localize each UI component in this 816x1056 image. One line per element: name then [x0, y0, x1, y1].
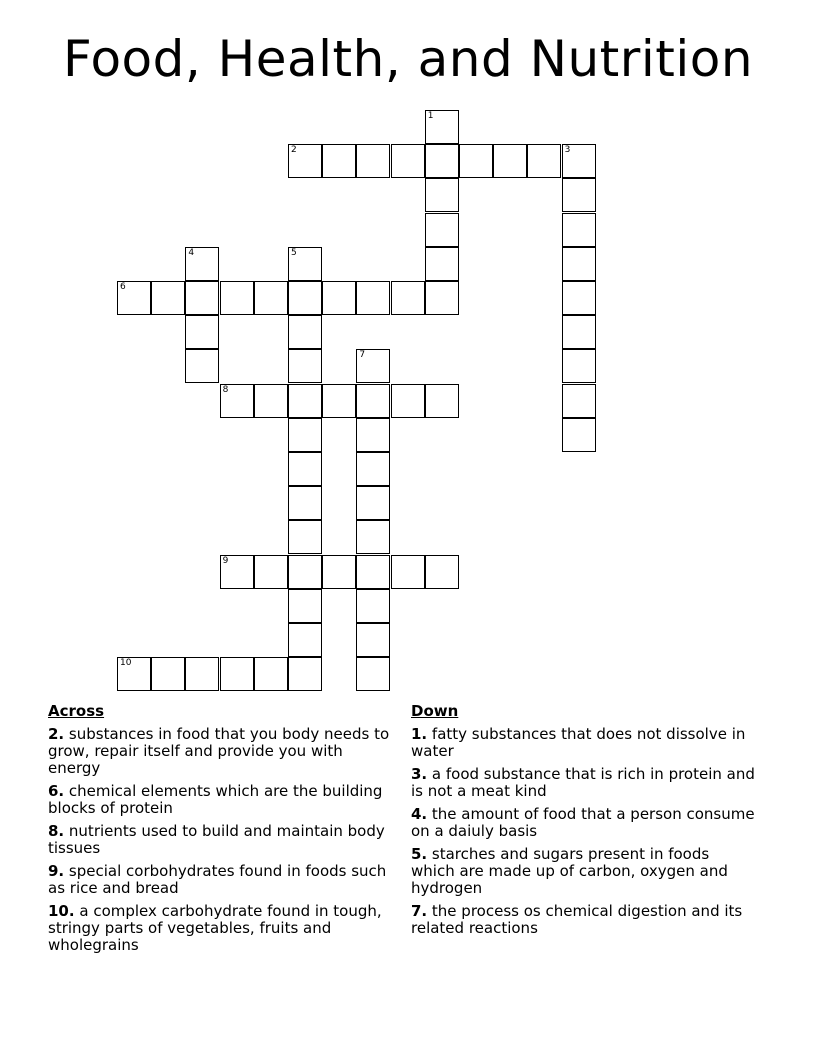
grid-cell[interactable] — [117, 657, 151, 691]
grid-cell[interactable] — [220, 281, 254, 315]
grid-cell[interactable] — [391, 144, 425, 178]
grid-cell[interactable] — [151, 281, 185, 315]
grid-cell[interactable] — [185, 315, 219, 349]
grid-cell[interactable] — [254, 384, 288, 418]
grid-cell[interactable] — [288, 657, 322, 691]
clue-down-1 — [411, 726, 756, 760]
cell-number: 1 — [427, 111, 434, 121]
grid-cell[interactable] — [493, 144, 527, 178]
grid-cell[interactable] — [356, 349, 390, 383]
clue-across-8 — [48, 823, 393, 857]
grid-cell[interactable] — [391, 555, 425, 589]
grid-cell[interactable] — [425, 213, 459, 247]
clue-text: a complex carbohydrate found in tough, stringy parts of vegetables, fruits and wholegrains — [48, 902, 382, 954]
clue-down-4 — [411, 806, 756, 840]
grid-cell[interactable] — [288, 486, 322, 520]
clue-number: 1. — [411, 725, 428, 743]
cell-number: 9 — [222, 555, 229, 566]
grid-cell[interactable] — [562, 178, 596, 212]
grid-cell[interactable] — [151, 657, 185, 691]
cell-number: 6 — [120, 282, 126, 292]
clue-text: the process os chemical digestion and its related reactions — [411, 902, 743, 937]
grid-cell[interactable] — [288, 247, 322, 281]
clue-number: 8. — [48, 822, 65, 840]
across-heading: Across — [48, 702, 105, 720]
grid-cell[interactable] — [185, 349, 219, 383]
clue-text: the amount of food that a person consume on a daiuly basis — [411, 805, 755, 840]
clue-number: 9. — [48, 862, 65, 880]
across-clues — [48, 703, 393, 960]
grid-cell[interactable] — [356, 281, 390, 315]
grid-cell[interactable] — [288, 384, 322, 418]
grid-cell[interactable] — [288, 452, 322, 486]
grid-cell[interactable] — [288, 589, 322, 623]
clue-text: special corbohydrates found in foods such as rice and bread — [48, 862, 387, 897]
grid-cell[interactable] — [288, 555, 322, 589]
clue-down-5 — [411, 846, 756, 897]
clue-across-10 — [48, 903, 393, 954]
clue-across-9 — [48, 863, 393, 897]
grid-cell[interactable] — [356, 589, 390, 623]
clue-number: 5. — [411, 845, 428, 863]
clue-number: 10. — [48, 902, 75, 920]
grid-cell[interactable] — [356, 418, 390, 452]
grid-cell[interactable] — [117, 281, 151, 315]
grid-cell[interactable] — [185, 657, 219, 691]
grid-cell[interactable] — [425, 555, 459, 589]
grid-cell[interactable] — [322, 384, 356, 418]
cell-number: 7 — [359, 350, 366, 361]
grid-cell[interactable] — [185, 247, 219, 281]
grid-cell[interactable] — [288, 349, 322, 383]
cell-number: 5 — [291, 247, 297, 258]
grid-cell[interactable] — [562, 144, 596, 178]
grid-cell[interactable] — [356, 555, 390, 589]
cell-number: 3 — [564, 145, 571, 156]
grid-cell[interactable] — [562, 315, 596, 349]
grid-cell[interactable] — [356, 520, 390, 554]
clue-across-2 — [48, 726, 393, 777]
clue-text: starches and sugars present in foods which are made up of carbon, oxygen and hydrogen — [411, 845, 728, 897]
clue-number: 6. — [48, 782, 65, 800]
clue-down-7 — [411, 903, 756, 937]
grid-cell[interactable] — [220, 384, 254, 418]
cell-number: 10 — [120, 658, 132, 669]
clue-number: 2. — [48, 725, 65, 743]
page-title: Food, Health, and Nutrition — [62, 30, 754, 88]
grid-cell[interactable] — [356, 657, 390, 691]
grid-cell[interactable] — [391, 281, 425, 315]
grid-cell[interactable] — [356, 144, 390, 178]
grid-cell[interactable] — [562, 281, 596, 315]
grid-cell[interactable] — [425, 281, 459, 315]
down-clues — [411, 703, 756, 943]
grid-cell[interactable] — [288, 623, 322, 657]
grid-cell[interactable] — [322, 144, 356, 178]
grid-cell[interactable] — [356, 452, 390, 486]
clue-number: 3. — [411, 765, 428, 783]
grid-cell[interactable] — [527, 144, 561, 178]
grid-cell[interactable] — [356, 623, 390, 657]
grid-cell[interactable] — [322, 281, 356, 315]
grid-cell[interactable] — [288, 144, 322, 178]
grid-cell[interactable] — [288, 315, 322, 349]
grid-cell[interactable] — [459, 144, 493, 178]
grid-cell[interactable] — [562, 349, 596, 383]
cell-number: 4 — [188, 247, 195, 258]
grid-cell[interactable] — [254, 281, 288, 315]
grid-cell[interactable] — [425, 110, 459, 144]
grid-cell[interactable] — [356, 384, 390, 418]
grid-cell[interactable] — [254, 657, 288, 691]
grid-cell[interactable] — [288, 281, 322, 315]
grid-cell[interactable] — [425, 178, 459, 212]
clue-text: a food substance that is rich in protein and is not a meat kind — [411, 765, 755, 800]
clue-number: 7. — [411, 902, 428, 920]
clue-text: fatty substances that does not dissolve in water — [411, 725, 746, 760]
clue-text: substances in food that you body needs to grow, repair itself and provide you with energy — [48, 725, 390, 777]
clue-down-3 — [411, 766, 756, 800]
down-heading: Down — [411, 702, 459, 720]
grid-cell[interactable] — [220, 657, 254, 691]
grid-cell[interactable] — [425, 384, 459, 418]
grid-cell[interactable] — [562, 247, 596, 281]
grid-cell[interactable] — [562, 213, 596, 247]
grid-cell[interactable] — [254, 555, 288, 589]
clue-text: chemical elements which are the building blocks of protein — [48, 782, 383, 817]
grid-cell[interactable] — [322, 555, 356, 589]
grid-cell[interactable] — [220, 555, 254, 589]
grid-cell[interactable] — [356, 486, 390, 520]
grid-cell[interactable] — [391, 384, 425, 418]
grid-cell[interactable] — [185, 281, 219, 315]
clue-across-6 — [48, 783, 393, 817]
grid-cell[interactable] — [288, 520, 322, 554]
grid-cell[interactable] — [562, 384, 596, 418]
clue-number: 4. — [411, 805, 428, 823]
grid-cell[interactable] — [425, 144, 459, 178]
clue-text: nutrients used to build and maintain body tissues — [48, 822, 385, 857]
grid-cell[interactable] — [562, 418, 596, 452]
grid-cell[interactable] — [288, 418, 322, 452]
cell-number: 2 — [291, 145, 297, 156]
cell-number: 8 — [222, 384, 229, 395]
grid-cell[interactable] — [425, 247, 459, 281]
